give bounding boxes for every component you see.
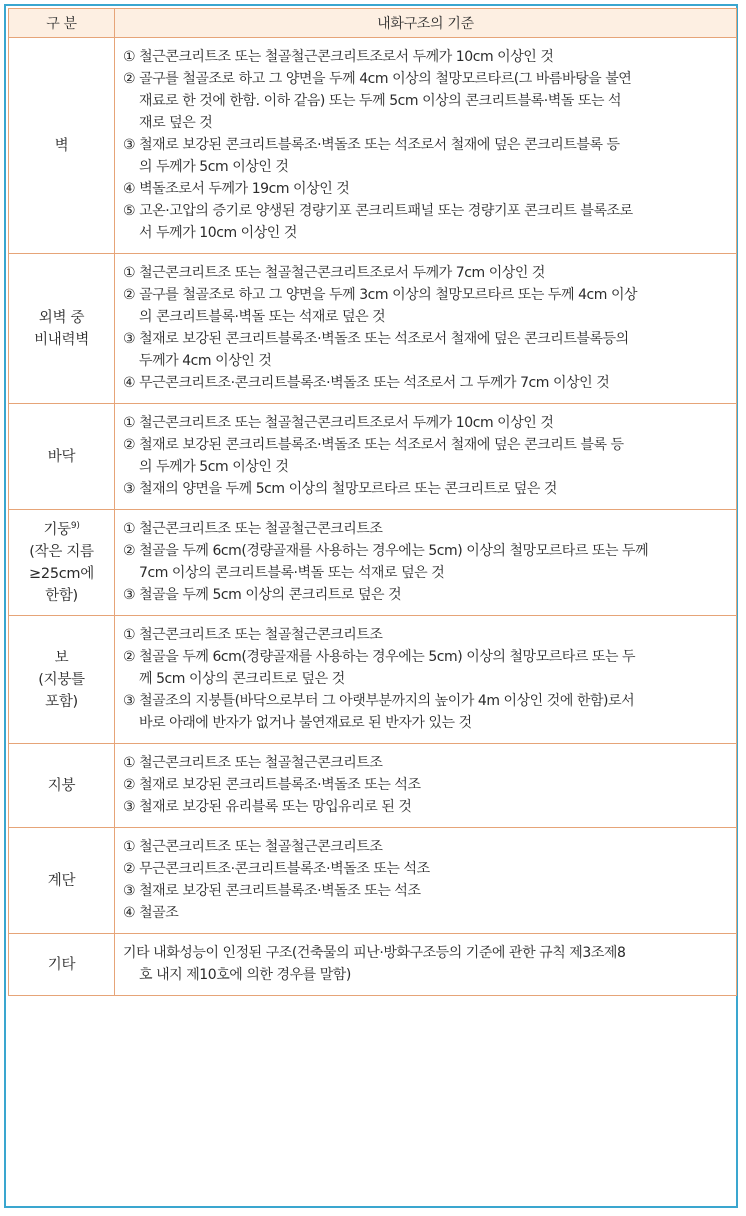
row-category — [9, 616, 115, 744]
category-text: 벽 — [54, 137, 69, 154]
criteria-line: ④ 철골조 — [123, 905, 179, 921]
criteria-item — [123, 134, 728, 178]
category-line — [9, 954, 114, 976]
criteria-line: 기타 내화성능이 인정된 구조(건축물의 피난·방화구조등의 기준에 관한 규칙 제3조제8 — [123, 945, 626, 961]
category-line — [9, 541, 114, 563]
category-text: 외벽 중 — [38, 309, 85, 326]
row-criteria — [115, 38, 737, 254]
header-criteria: 내화구조의 기준 — [115, 9, 737, 38]
row-category — [9, 254, 115, 404]
criteria-line: ② 골구를 철골조로 하고 그 양면을 두께 4cm 이상의 철망모르타르(그 바름바탕을 불연 — [123, 71, 632, 87]
table-row — [9, 616, 737, 744]
criteria-item — [123, 796, 728, 818]
criteria-line: ① 철근콘크리트조 또는 철골철근콘크리트조 — [123, 521, 383, 537]
criteria-line: ⑤ 고온·고압의 증기로 양생된 경량기포 콘크리트패널 또는 경량기포 콘크리트 블록조로 — [123, 203, 633, 219]
criteria-line: ② 철재로 보강된 콘크리트블록조·벽돌조 또는 석조 — [123, 777, 421, 793]
criteria-line: ② 철재로 보강된 콘크리트블록조·벽돌조 또는 석조로서 철재에 덮은 콘크리트 블록 등 — [123, 437, 624, 453]
criteria-line: ③ 철재로 보강된 콘크리트블록조·벽돌조 또는 석조로서 철재에 덮은 콘크리트블록등의 — [123, 331, 629, 347]
category-line — [9, 647, 114, 669]
criteria-line: ③ 철재의 양면을 두께 5cm 이상의 철망모르타르 또는 콘크리트로 덮은 것 — [123, 481, 557, 497]
category-text: (지붕틀 — [38, 671, 85, 688]
criteria-line: ② 무근콘크리트조·콘크리트블록조·벽돌조 또는 석조 — [123, 861, 430, 877]
criteria-item — [123, 412, 728, 434]
row-category — [9, 828, 115, 934]
criteria-item — [123, 646, 728, 690]
footnote-marker: 9) — [70, 520, 80, 531]
category-line — [9, 307, 114, 329]
criteria-line: ① 철근콘크리트조 또는 철골철근콘크리트조 — [123, 755, 383, 771]
category-text: 계단 — [47, 872, 76, 889]
criteria-line: ① 철근콘크리트조 또는 철골철근콘크리트조 — [123, 839, 383, 855]
criteria-line: ③ 철재로 보강된 콘크리트블록조·벽돌조 또는 석조 — [123, 883, 421, 899]
criteria-line: 께 5cm 이상의 콘크리트로 덮은 것 — [139, 671, 345, 687]
fire-resistant-structure-table — [8, 8, 737, 996]
category-line — [9, 329, 114, 351]
category-text: 기타 — [47, 956, 76, 973]
table-row — [9, 744, 737, 828]
criteria-line: ① 철근콘크리트조 또는 철골철근콘크리트조로서 두께가 10cm 이상인 것 — [123, 415, 554, 431]
criteria-item — [123, 902, 728, 924]
table-row — [9, 828, 737, 934]
criteria-line: 재료로 한 것에 한함. 이하 같음) 또는 두께 5cm 이상의 콘크리트블록·벽돌 또는 석 — [139, 93, 622, 109]
row-criteria — [115, 404, 737, 510]
row-category — [9, 934, 115, 996]
category-line — [9, 870, 114, 892]
criteria-item — [123, 880, 728, 902]
criteria-line: ① 철근콘크리트조 또는 철골철근콘크리트조로서 두께가 7cm 이상인 것 — [123, 265, 545, 281]
header-category: 구 분 — [9, 9, 115, 38]
criteria-item — [123, 518, 728, 540]
criteria-line: 두께가 4cm 이상인 것 — [139, 353, 272, 369]
criteria-line: ① 철근콘크리트조 또는 철골철근콘크리트조로서 두께가 10cm 이상인 것 — [123, 49, 554, 65]
row-criteria — [115, 616, 737, 744]
criteria-item — [123, 836, 728, 858]
criteria-item — [123, 858, 728, 880]
criteria-line: 의 두께가 5cm 이상인 것 — [139, 159, 289, 175]
category-line — [9, 519, 114, 541]
criteria-item — [123, 752, 728, 774]
criteria-item — [123, 942, 728, 986]
criteria-item — [123, 478, 728, 500]
category-line — [9, 563, 114, 585]
category-text: 한함) — [45, 587, 78, 604]
category-text: 포함) — [45, 693, 78, 710]
category-text: 비내력벽 — [34, 331, 89, 348]
criteria-line: ④ 무근콘크리트조·콘크리트블록조·벽돌조 또는 석조로서 그 두께가 7cm 이상인 것 — [123, 375, 610, 391]
row-criteria — [115, 510, 737, 616]
criteria-item — [123, 284, 728, 328]
category-line — [9, 135, 114, 157]
criteria-line: ② 철골을 두께 6cm(경량골재를 사용하는 경우에는 5cm) 이상의 철망모르타르 또는 두께 — [123, 543, 649, 559]
criteria-line: 7cm 이상의 콘크리트블록·벽돌 또는 석재로 덮은 것 — [139, 565, 445, 581]
criteria-item — [123, 262, 728, 284]
criteria-line: 서 두께가 10cm 이상인 것 — [139, 225, 297, 241]
row-category — [9, 744, 115, 828]
row-category — [9, 404, 115, 510]
table-row — [9, 510, 737, 616]
row-criteria — [115, 254, 737, 404]
table-row — [9, 404, 737, 510]
criteria-line: ③ 철골을 두께 5cm 이상의 콘크리트로 덮은 것 — [123, 587, 402, 603]
criteria-item — [123, 328, 728, 372]
row-criteria — [115, 744, 737, 828]
table-row — [9, 254, 737, 404]
criteria-line: ④ 벽돌조로서 두께가 19cm 이상인 것 — [123, 181, 350, 197]
category-text: ≥25cm에 — [29, 565, 94, 582]
criteria-item — [123, 690, 728, 734]
criteria-line: ① 철근콘크리트조 또는 철골철근콘크리트조 — [123, 627, 383, 643]
criteria-line: ③ 철재로 보강된 유리블록 또는 망입유리로 된 것 — [123, 799, 412, 815]
category-text: 지붕 — [47, 777, 76, 794]
criteria-line: ② 골구를 철골조로 하고 그 양면을 두께 3cm 이상의 철망모르타르 또는 두께 4cm 이상 — [123, 287, 638, 303]
category-text: (작은 지름 — [29, 543, 94, 560]
category-line — [9, 669, 114, 691]
row-criteria — [115, 934, 737, 996]
criteria-item — [123, 372, 728, 394]
criteria-line: 의 두께가 5cm 이상인 것 — [139, 459, 289, 475]
criteria-item — [123, 434, 728, 478]
criteria-line: 재로 덮은 것 — [139, 115, 213, 131]
criteria-line: 호 내지 제10호에 의한 경우를 말함) — [139, 967, 351, 983]
criteria-item — [123, 200, 728, 244]
row-category — [9, 38, 115, 254]
category-text: 기둥 — [43, 521, 71, 538]
criteria-line: 의 콘크리트블록·벽돌 또는 석재로 덮은 것 — [139, 309, 386, 325]
criteria-item — [123, 540, 728, 584]
category-text: 바닥 — [47, 448, 76, 465]
criteria-item — [123, 178, 728, 200]
criteria-item — [123, 774, 728, 796]
category-line — [9, 585, 114, 607]
criteria-line: ③ 철재로 보강된 콘크리트블록조·벽돌조 또는 석조로서 철재에 덮은 콘크리트블록 등 — [123, 137, 620, 153]
table-header-row — [9, 9, 737, 38]
criteria-item — [123, 68, 728, 134]
criteria-item — [123, 624, 728, 646]
criteria-line: ② 철골을 두께 6cm(경량골재를 사용하는 경우에는 5cm) 이상의 철망모르타르 또는 두 — [123, 649, 636, 665]
table-row — [9, 934, 737, 996]
category-text: 보 — [54, 649, 69, 666]
category-line — [9, 691, 114, 713]
criteria-item — [123, 584, 728, 606]
table-row — [9, 38, 737, 254]
category-line — [9, 775, 114, 797]
criteria-line: ③ 철골조의 지붕틀(바닥으로부터 그 아랫부분까지의 높이가 4m 이상인 것에 한함)로서 — [123, 693, 635, 709]
row-criteria — [115, 828, 737, 934]
category-line — [9, 446, 114, 468]
criteria-item — [123, 46, 728, 68]
row-category — [9, 510, 115, 616]
criteria-line: 바로 아래에 반자가 없거나 불연재료로 된 반자가 있는 것 — [139, 715, 472, 731]
